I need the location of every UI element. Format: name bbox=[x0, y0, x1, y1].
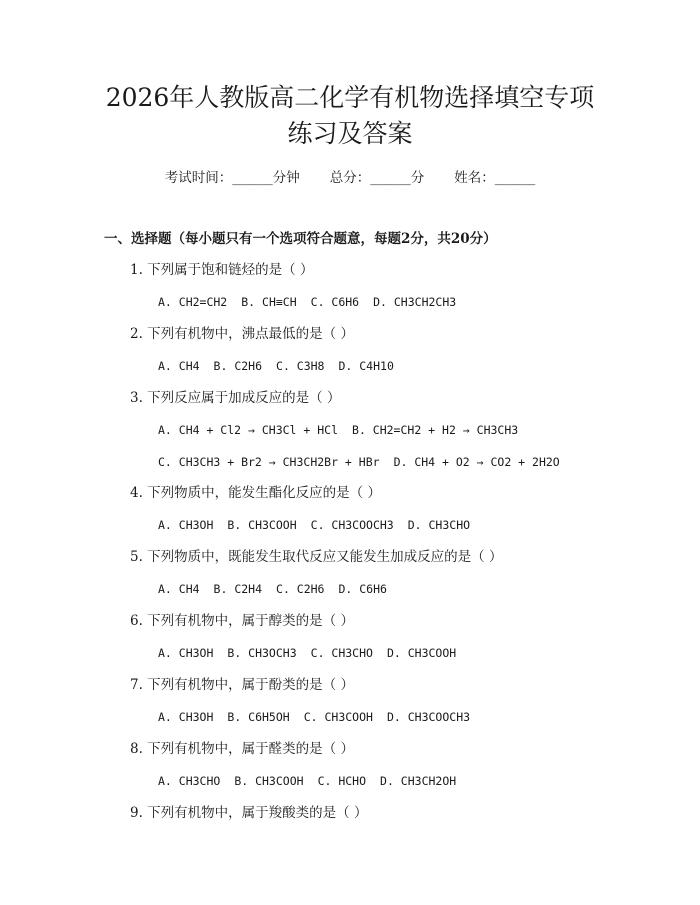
question-5-options bbox=[158, 579, 401, 599]
exam-name-field: 姓名：______ bbox=[454, 170, 536, 186]
option-d: D. CH3CHO bbox=[407, 518, 471, 532]
question-1: 1. 下列属于饱和链烃的是（ ） bbox=[130, 262, 314, 278]
option-d: D. CH3CH2CH3 bbox=[373, 295, 457, 309]
option-d: D. CH3COOH bbox=[386, 646, 457, 660]
option-c: C. HCHO bbox=[317, 774, 367, 788]
option-c: C. C3H8 bbox=[276, 359, 325, 373]
option-a: A. CH4 bbox=[158, 582, 200, 596]
question-6: 6. 下列有机物中，属于醇类的是（ ） bbox=[130, 613, 354, 629]
option-d: D. CH3COOCH3 bbox=[386, 710, 471, 724]
question-7: 7. 下列有机物中，属于酚类的是（ ） bbox=[130, 677, 354, 693]
option-a: A. CH4 + Cl2 → CH3Cl + HCl bbox=[158, 423, 339, 437]
option-c: C. CH3COOH bbox=[303, 710, 373, 724]
question-3: 3. 下列反应属于加成反应的是（ ） bbox=[130, 390, 341, 406]
option-b: B. C6H5OH bbox=[227, 710, 290, 724]
option-b: B. CH2=CH2 + H2 → CH3CH3 bbox=[352, 423, 519, 437]
title-line-2: 练习及答案 bbox=[287, 119, 413, 148]
option-b: B. CH≡CH bbox=[241, 295, 297, 309]
question-6-options bbox=[158, 643, 470, 663]
exam-total-score: 总分：______分 bbox=[329, 170, 425, 186]
question-4-options bbox=[158, 515, 484, 535]
option-c: C. CH3CH3 + Br2 → CH3CH2Br + HBr bbox=[158, 455, 380, 469]
option-d: D. C4H10 bbox=[338, 359, 394, 373]
option-b: B. CH3COOH bbox=[227, 518, 297, 532]
option-d: D. CH3CH2OH bbox=[380, 774, 457, 788]
exam-info bbox=[0, 168, 700, 188]
question-8-options bbox=[158, 771, 470, 791]
question-5: 5. 下列物质中，既能发生取代反应又能发生加成反应的是（ ） bbox=[130, 549, 503, 565]
option-a: A. CH3OH bbox=[158, 646, 214, 660]
option-a: A. CH3OH bbox=[158, 518, 214, 532]
question-2: 2. 下列有机物中，沸点最低的是（ ） bbox=[130, 326, 354, 342]
option-c: C. C6H6 bbox=[310, 295, 360, 309]
question-2-options bbox=[158, 356, 408, 376]
question-7-options bbox=[158, 707, 484, 727]
option-d: D. C6H6 bbox=[338, 582, 387, 596]
document-title bbox=[60, 80, 640, 152]
section-heading-choice: 一、选择题（每小题只有一个选项符合题意，每题2分，共20分） bbox=[104, 231, 497, 247]
option-a: A. CH4 bbox=[158, 359, 200, 373]
question-3-options-row-1 bbox=[158, 420, 532, 440]
option-c: C. CH3COOCH3 bbox=[310, 518, 394, 532]
option-a: A. CH3CHO bbox=[158, 774, 221, 788]
option-b: B. CH3OCH3 bbox=[227, 646, 297, 660]
option-a: A. CH2=CH2 bbox=[158, 295, 228, 309]
title-line-1: 2026年人教版高二化学有机物选择填空专项 bbox=[105, 83, 595, 112]
option-d: D. CH4 + O2 → CO2 + 2H2O bbox=[393, 455, 560, 469]
option-a: A. CH3OH bbox=[158, 710, 214, 724]
question-9: 9. 下列有机物中，属于羧酸类的是（ ） bbox=[130, 805, 368, 821]
question-8: 8. 下列有机物中，属于醛类的是（ ） bbox=[130, 741, 354, 757]
option-b: B. CH3COOH bbox=[234, 774, 304, 788]
question-4: 4. 下列物质中，能发生酯化反应的是（ ） bbox=[130, 485, 381, 501]
option-c: C. C2H6 bbox=[276, 582, 325, 596]
exam-time: 考试时间：______分钟 bbox=[164, 170, 300, 186]
option-b: B. C2H4 bbox=[213, 582, 263, 596]
option-b: B. C2H6 bbox=[213, 359, 263, 373]
option-c: C. CH3CHO bbox=[310, 646, 373, 660]
question-3-options-row-2 bbox=[158, 452, 574, 472]
question-1-options bbox=[158, 292, 470, 312]
